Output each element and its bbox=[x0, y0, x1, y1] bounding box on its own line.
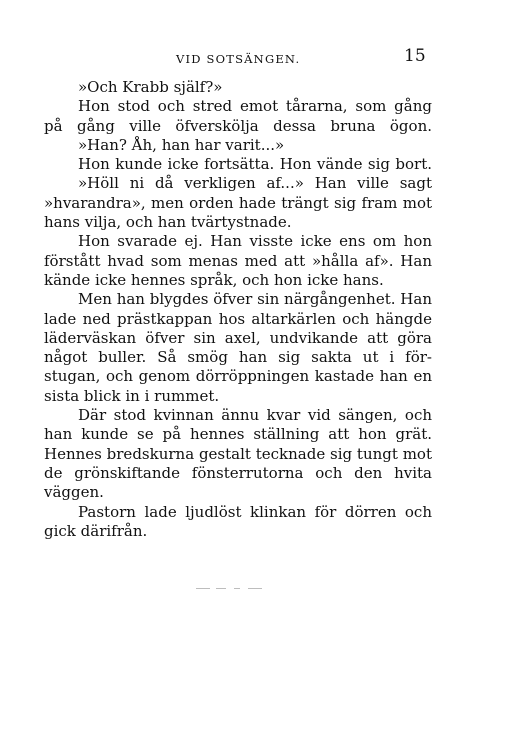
text-line: Men han blygdes öfver sin närgångenhet. Han bbox=[78, 290, 432, 309]
body-text bbox=[44, 78, 432, 541]
text-line: han kunde se på hennes ställning att hon grät. bbox=[44, 425, 432, 444]
text-line: något buller. Så smög han sig sakta ut i för- bbox=[44, 348, 432, 367]
text-line: Pastorn lade ljudlöst klinkan för dörren och bbox=[78, 502, 432, 521]
text-line: »Och Krabb själf?» bbox=[78, 78, 223, 96]
text-line: Där stod kvinnan ännu kvar vid sängen, och bbox=[78, 406, 432, 425]
text-line: väggen. bbox=[44, 483, 104, 502]
text-line: på gång ville öfverskölja dessa bruna ögon. bbox=[44, 116, 432, 135]
text-line: Hennes bredskurna gestalt tecknade sig tungt mot bbox=[44, 444, 432, 463]
text-line: »hvarandra», men orden hade trängt sig fram mot bbox=[44, 193, 432, 212]
text-line: kände icke hennes språk, och hon icke hans. bbox=[44, 270, 384, 289]
decorative-rule bbox=[196, 586, 276, 592]
text-line: Hon stod och stred emot tårarna, som gång bbox=[78, 97, 432, 116]
text-line: Hon kunde icke fortsätta. Hon vände sig bort. bbox=[78, 155, 432, 174]
text-line: hans vilja, och han tvärtystnade. bbox=[44, 213, 292, 232]
text-line: Hon svarade ej. Han visste icke ens om hon bbox=[78, 232, 432, 251]
text-line: de grönskiftande fönsterrutorna och den hvita bbox=[44, 463, 432, 482]
text-line: läderväskan öfver sin axel, undvikande att göra bbox=[44, 328, 432, 347]
text-line: stugan, och genom dörröppningen kastade han en bbox=[44, 367, 432, 386]
text-line: »Höll ni då verkligen af...» Han ville sagt bbox=[78, 174, 432, 193]
text-line: gick därifrån. bbox=[44, 521, 148, 540]
page-number: 15 bbox=[404, 46, 426, 66]
text-line: förstått hvad som menas med att »hålla af». Han bbox=[44, 251, 432, 270]
text-line: »Han? Åh, han har varit...» bbox=[78, 135, 285, 154]
text-line: sista blick in i rummet. bbox=[44, 386, 220, 405]
text-line: lade ned prästkappan hos altarkärlen och hängde bbox=[44, 309, 432, 328]
running-head: VID SOTSÄNGEN. bbox=[176, 52, 301, 66]
